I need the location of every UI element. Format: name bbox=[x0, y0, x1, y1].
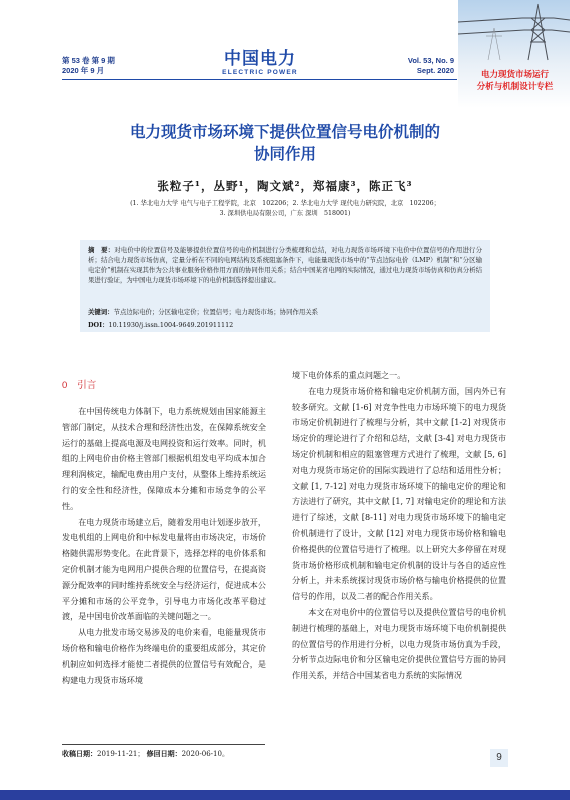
revised-label: 修回日期： bbox=[146, 749, 182, 758]
doi-text: 10.11930/j.issn.1004-9649.201911112 bbox=[108, 321, 234, 329]
keywords bbox=[88, 307, 482, 317]
abstract-label: 摘 要： bbox=[88, 246, 115, 254]
keywords-label: 关键词： bbox=[88, 308, 114, 316]
revised-date: 2020-06-10。 bbox=[181, 750, 229, 758]
journal-masthead bbox=[200, 50, 320, 77]
footnote-rule bbox=[62, 744, 265, 745]
paragraph: 境下电价体系的重点问题之一。 bbox=[292, 370, 406, 380]
article-title bbox=[60, 122, 510, 166]
section-heading bbox=[62, 376, 96, 391]
authors: 张粒子¹，丛野¹，陶文斌²，郑福康³，陈正飞³ bbox=[157, 179, 413, 193]
column-banner-text bbox=[460, 68, 570, 92]
paragraph: 在电力现货市场建立后，随着发用电计划逐步放开，发电机组的上网电价和中标发电量将由市场决定，市场价格随供需形势变化。在此背景下，选择怎样的电价体系和定价机制才能为电网用户提供合理的位置信号，在提高资源分配效率的同时维持系统安全与经济运行，促进成本公平分摊和市场的公平竞争，引导电力市场化改革平稳过渡，是中国电价改革面临的关键问题之一。 bbox=[62, 516, 266, 622]
footer-bar bbox=[0, 790, 570, 800]
section-number: 0 bbox=[62, 380, 68, 391]
column-banner-line1: 电力现货市场运行 bbox=[480, 69, 549, 79]
received-label: 收稿日期： bbox=[62, 749, 97, 758]
paragraph: 本文在对电价中的位置信号以及提供位置信号的电价机制进行梳理的基础上，对电力现货市场环境下电价机制提供的位置信号的作用进行分析，以电力现货市场仿真为手段，分析节点边际电价和分区输电定价提供位置信号方面的协同作用关系，并结合中国某省电力系统的实际情况 bbox=[292, 606, 506, 681]
paragraph: 在电力现货市场价格和输电定价机制方面，国内外已有较多研究。文献 [1-6] 对竞争性电力市场环境下的电力现货市场定价机制进行了梳理与分析，其中文献 [1-2] 对现货市场定价的理论进行了介绍和总结，文献 [3-4] 对电力现货市场定价机制和相应的阻塞管理方式进行了梳理，文献 [5, 6] 对电力现货市场定价的国际实践进行了总结和适用性分析；文献 [1, 7-12] 对电力现货市场环境下的输电定价的理论和方法进行了研究，其中文献 [1, 7] 对输电定价的理论和方法进行了综述，文献 [8-11] 对电力现货市场环境下的输电定价机制进行了设计，文献 [12] 对电力现货市场价格和输电价格提供的位置信号进行了梳理。以上研究大多停留在对现货市场价格形成机制和输电定价机制的设计与各自的适应性分析上，并未系统探讨现货市场价格与输电价格提供的位置信号的作用，以及二者的配合作用关系。 bbox=[292, 385, 506, 602]
right-column bbox=[292, 368, 506, 684]
left-column bbox=[62, 404, 266, 688]
journal-title-cn: 中国电力 bbox=[224, 49, 296, 68]
journal-title-en: ELECTRIC POWER bbox=[222, 69, 298, 76]
affiliation-line1: (1. 华北电力大学 电气与电子工程学院，北京 102206；2. 华北电力大学 现代电力研究院，北京 102206； bbox=[130, 200, 440, 207]
doi-label: DOI： bbox=[88, 321, 109, 329]
affiliations bbox=[75, 199, 495, 219]
page-number: 9 bbox=[490, 749, 508, 767]
abstract bbox=[88, 245, 482, 285]
abstract-text: 对电价中的位置信号及能够提供位置信号的电价机制进行分类梳理和总结，对电力现货市场环境下电价中位置信号的作用进行分析；结合电力现货市场仿真，定量分析在不同的电网结构及系统阻塞条件下，电能量现货市场中的“节点边际电价（LMP）机制”和“分区输电定价”机制在实现其作为公共事业服务价格作用方面的协同作用关系；结合中国某省电网的实际情况，通过电力现货市场仿真和仿真分析结果进行验证，为中国电力现货市场环境下的电价机制选择提出建议。 bbox=[88, 246, 483, 285]
affiliation-line2: 3. 深圳供电局有限公司，广东 深圳 518001) bbox=[219, 210, 351, 217]
section-title: 引言 bbox=[77, 380, 97, 391]
article-title-line2: 协同作用 bbox=[253, 146, 316, 163]
doi bbox=[88, 320, 482, 330]
date-en: Sept. 2020 bbox=[416, 66, 454, 75]
issue-info-en bbox=[406, 56, 454, 76]
volume-en: Vol. 53, No. 9 bbox=[407, 56, 454, 65]
column-banner-line2: 分析与机制设计专栏 bbox=[476, 81, 554, 91]
date-cn: 2020 年 9 月 bbox=[62, 66, 105, 75]
paragraph: 在中国传统电力体制下，电力系统规划由国家能源主管部门制定，从技术合理和经济性出发，在保障系统安全运行的基础上提高电源及电网投资和运行效率。同时，机组的上网电价由价格主管部门根据机组发电平均成本加合理利润核定，输配电费由用户支付，从整体上维持系统运行的安全性和经济性，保障成本分摊和市场竞争的公平性。 bbox=[62, 406, 266, 511]
volume-cn: 第 53 卷 第 9 期 bbox=[62, 56, 115, 65]
abstract-box bbox=[80, 240, 490, 332]
received-date: 2019-11-21 bbox=[97, 750, 138, 758]
footnote: 收稿日期：2019-11-21； 修回日期：2020-06-10。 bbox=[62, 749, 229, 758]
article-title-line1: 电力现货市场环境下提供位置信号电价机制的 bbox=[129, 124, 440, 141]
paragraph: 从电力批发市场交易涉及的电价来看，电能量现货市场价格和输电价格作为终端电价的重要组成部分，其定价机制应如何选择才能使二者提供的位置信号有效配合，是构建电力现货市场环境 bbox=[62, 627, 266, 685]
keywords-text: 节点边际电价；分区输电定价；位置信号；电力现货市场；协同作用关系 bbox=[113, 308, 319, 316]
issue-info-cn bbox=[62, 56, 115, 76]
header-rule bbox=[62, 79, 457, 80]
column-banner bbox=[458, 0, 570, 108]
